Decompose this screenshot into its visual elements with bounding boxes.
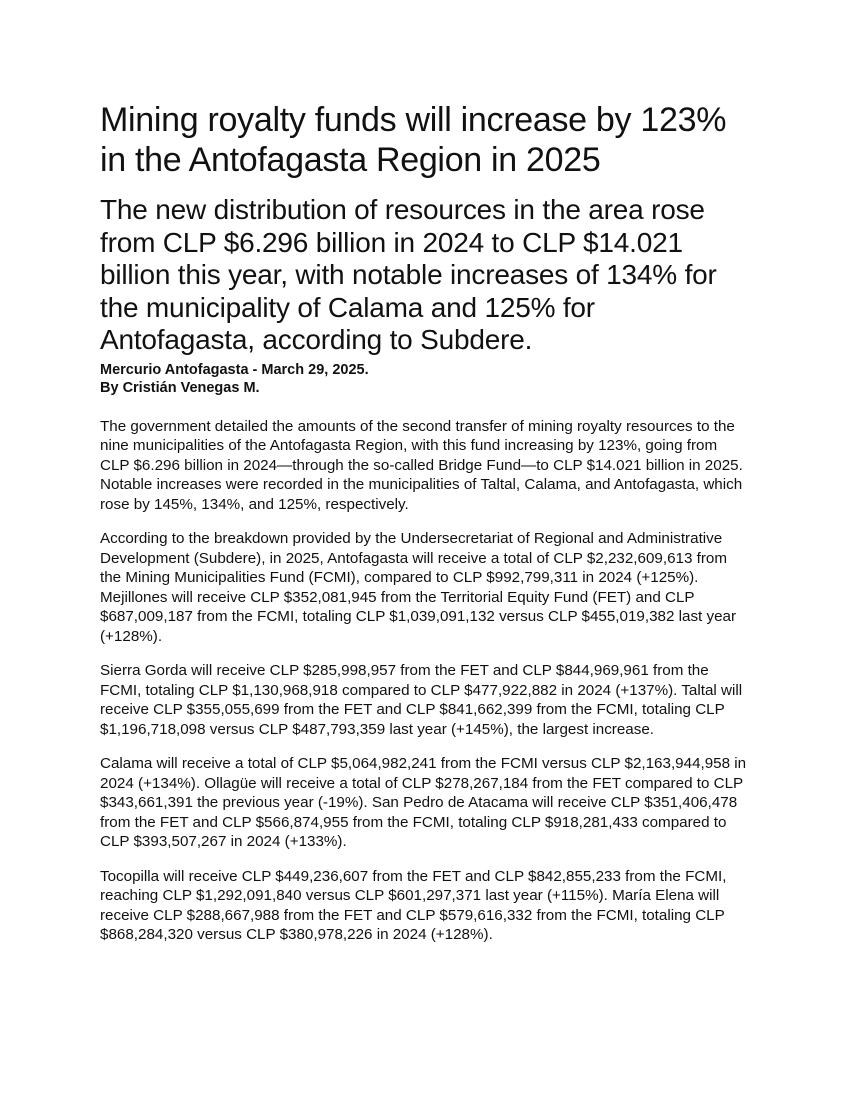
article-headline: Mining royalty funds will increase by 123% in the Antofagasta Region in 2025 [100,101,727,179]
article-author: By Cristián Venegas M. [100,379,260,396]
body-paragraph: The government detailed the amounts of the second transfer of mining royalty resources to the nine municipalities of the Antofagasta Region, with this fund increasing by 123%, going from CLP $6.296 billion in 2024—through the so-called Bridge Fund—to CLP $14.021 billion in 2025. Notable increases were recorded in the municipalities of Taltal, Calama, and Antofagasta, which rose by 145%, 134%, and 125%, respectively. [100,417,743,513]
article-body [100,417,750,945]
body-paragraph: Tocopilla will receive CLP $449,236,607 from the FET and CLP $842,855,233 from the FCMI, reaching CLP $1,292,091,840 versus CLP $601,297,371 last year (+115%). María Elena will receive CLP $288,667,988 from the FET and CLP $579,616,332 from the FCMI, totaling CLP $868,284,320 versus CLP $380,978,226 in 2024 (+128%). [100,867,727,943]
body-paragraph: Sierra Gorda will receive CLP $285,998,957 from the FET and CLP $844,969,961 from the FCMI, totaling CLP $1,130,968,918 compared to CLP $477,922,882 in 2024 (+137%). Taltal will receive CLP $355,055,699 from the FET and CLP $841,662,399 from the FCMI, totaling CLP $1,196,718,098 versus CLP $487,793,359 last year (+145%), the largest increase. [100,662,743,738]
article [100,100,750,960]
body-paragraph: According to the breakdown provided by the Undersecretariat of Regional and Administrative Development (Subdere), in 2025, Antofagasta will receive a total of CLP $2,232,609,613 from the Mining Municipalities Fund (FCMI), compared to CLP $992,799,311 in 2024 (+125%). Mejillones will receive CLP $352,081,945 from the Territorial Equity Fund (FET) and CLP $687,009,187 from the FCMI, totaling CLP $1,039,091,132 versus CLP $455,019,382 last year (+128%). [100,530,737,645]
body-paragraph: Calama will receive a total of CLP $5,064,982,241 from the FCMI versus CLP $2,163,944,958 in 2024 (+134%). Ollagüe will receive a total of CLP $278,267,184 from the FET compared to CLP $343,661,391 the previous year (-19%). San Pedro de Atacama will receive CLP $351,406,478 from the FET and CLP $566,874,955 from the FCMI, totaling CLP $918,281,433 compared to CLP $393,507,267 in 2024 (+133%). [100,755,747,850]
article-subheadline: The new distribution of resources in the area rose from CLP $6.296 billion in 2024 to CLP $14.021 billion this year, with notable increases of 134% for the municipality of Calama and 125% for Antofagasta, according to Subdere. [100,194,717,355]
article-source: Mercurio Antofagasta - March 29, 2025. [100,361,369,378]
